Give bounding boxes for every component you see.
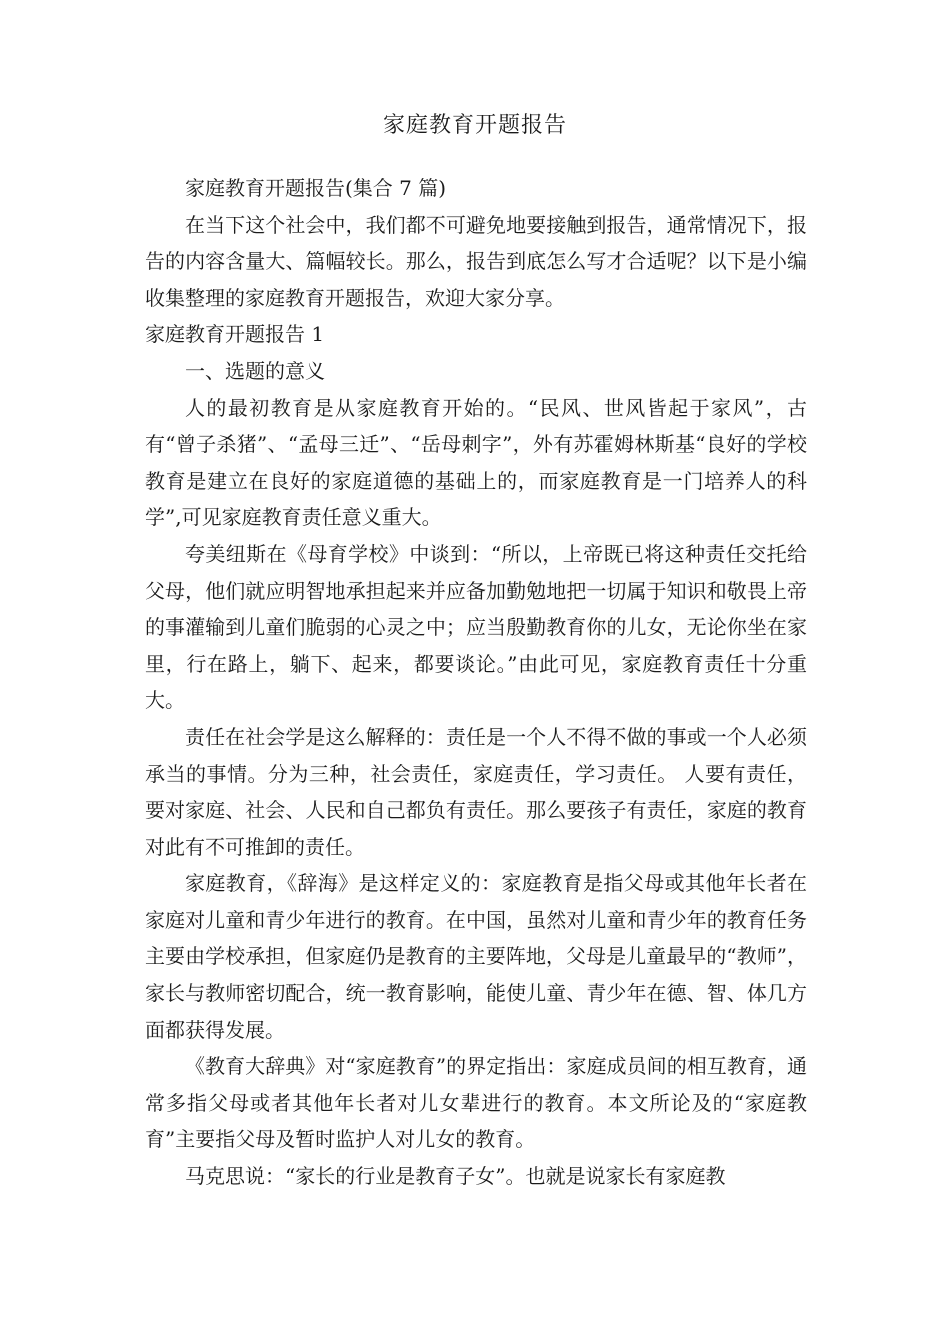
subheading-topic-significance: 一、选题的意义	[185, 358, 325, 383]
paragraph-education-dictionary: 《教育大辞典》对“家庭教育”的界定指出：家庭成员间的相互教育，通常多指父母或者其他年长者对儿女辈进行的教育。本文所论及的“家庭教育”主要指父母及暂时监护人对儿女的教育。	[145, 1054, 807, 1152]
paragraph-comenius: 夸美纽斯在《母育学校》中谈到：“所以，上帝既已将这种责任交托给父母，他们就应明智地承担起来并应备加勤勉地把一切属于知识和敬畏上帝的事灌输到儿童们脆弱的心灵之中；应当殷勤教育你的儿女，无论你坐在家里，行在路上，躺下、起来，都要谈论。”由此可见，家庭教育责任十分重大。	[145, 541, 807, 713]
paragraph-responsibility: 责任在社会学是这么解释的：责任是一个人不得不做的事或一个人必须承当的事情。分为三种，社会责任，家庭责任，学习责任。 人要有责任，要对家庭、社会、人民和自己都负有责任。那么要孩子有责任，家庭的教育对此有不可推卸的责任。	[145, 724, 807, 859]
paragraph-marx: 马克思说：“家长的行业是教育子女”。也就是说家长有家庭教	[185, 1164, 726, 1189]
document-title: 家庭教育开题报告	[382, 113, 567, 138]
paragraph-initial-education: 人的最初教育是从家庭教育开始的。“民风、世风皆起于家风”，古有“曾子杀猪”、“孟母三迁”、“岳母刺字”，外有苏霍姆林斯基“良好的学校教育是建立在良好的家庭道德的基础上的，而家庭教育是一门培养人的科学”,可见家庭教育责任意义重大。	[145, 395, 807, 530]
paragraph-intro: 在当下这个社会中，我们都不可避免地要接触到报告，通常情况下，报告的内容含量大、篇幅较长。那么，报告到底怎么写才合适呢？以下是小编收集整理的家庭教育开题报告，欢迎大家分享。	[145, 212, 807, 310]
paragraph-collection-subtitle: 家庭教育开题报告(集合 7 篇)	[185, 176, 447, 200]
paragraph-cihai-definition: 家庭教育，《辞海》是这样定义的：家庭教育是指父母或其他年长者在家庭对儿童和青少年进行的教育。在中国，虽然对儿童和青少年的教育任务主要由学校承担，但家庭仍是教育的主要阵地，父母是儿童最早的“教师”，家长与教师密切配合，统一教育影响，能使儿童、青少年在德、智、体几方面都获得发展。	[145, 871, 807, 1042]
document-body	[145, 170, 807, 1195]
section-heading-report-1: 家庭教育开题报告 1	[145, 322, 325, 347]
